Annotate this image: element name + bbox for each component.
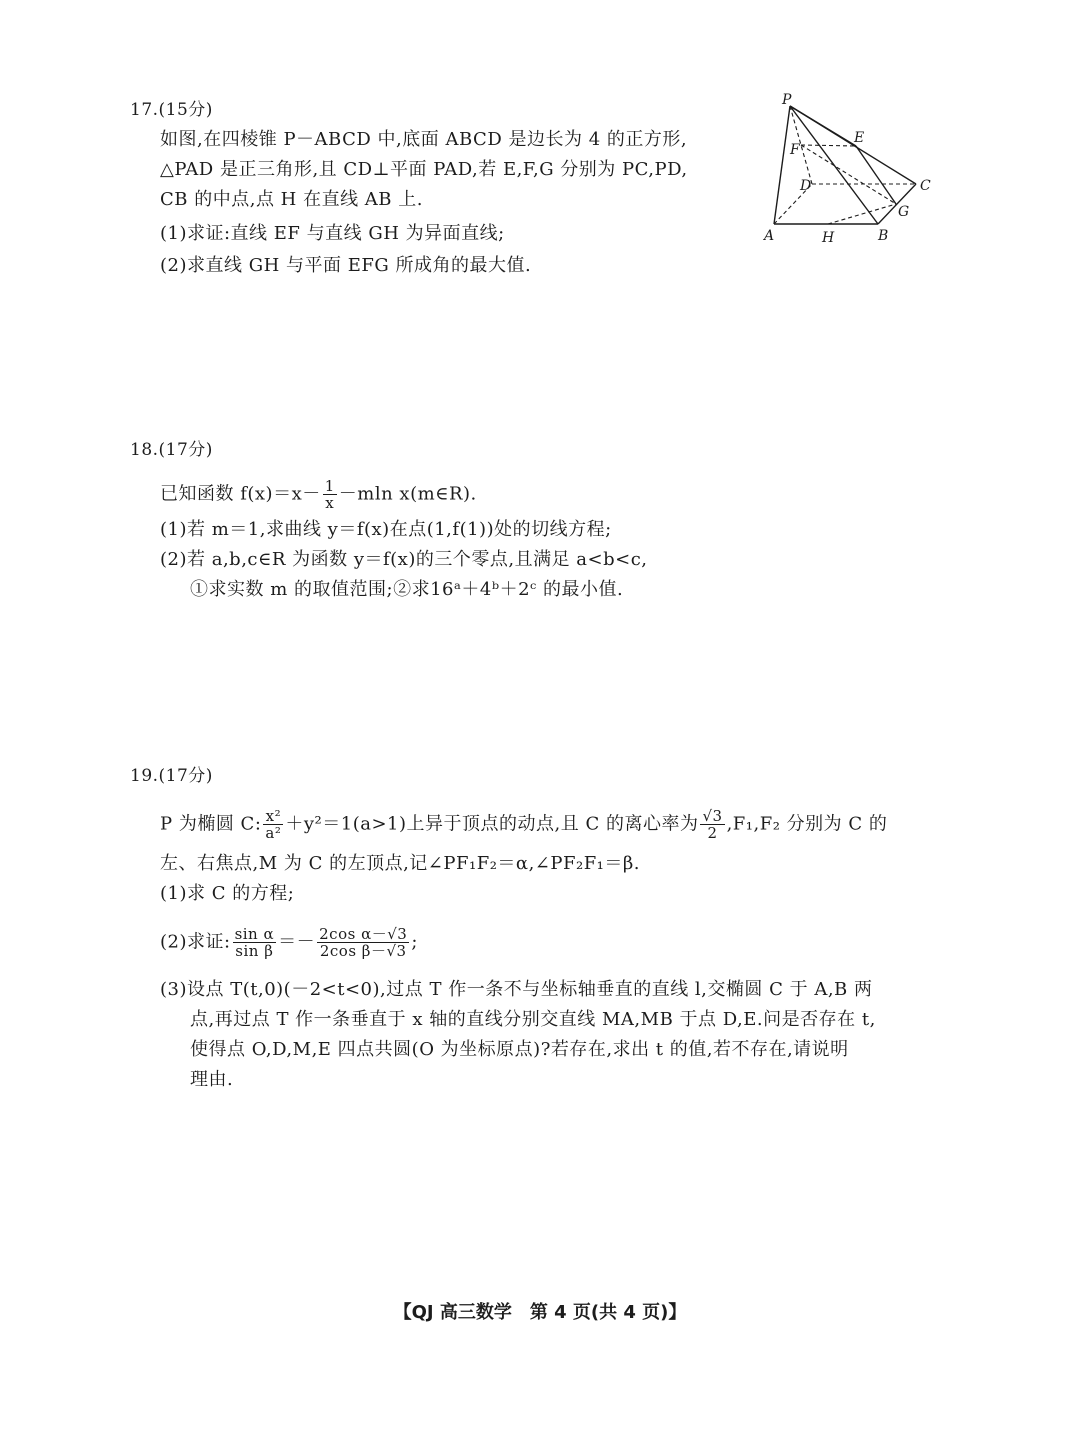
label-E: E — [854, 130, 865, 146]
q18-fraction — [323, 478, 337, 511]
pyramid-figure — [760, 92, 940, 252]
q18-intro-b: －mln x(m∈R). — [338, 483, 477, 505]
q17-part1: (1)求证:直线 EF 与直线 GH 为异面直线; — [160, 223, 505, 244]
q18-part2: (2)若 a,b,c∈R 为函数 y＝f(x)的三个零点,且满足 a<b<c, — [160, 549, 648, 570]
q19-line1-c: ,F₁,F₂ 分别为 C 的 — [726, 813, 888, 835]
label-A: A — [764, 228, 775, 244]
q19-sin-fraction — [233, 926, 277, 959]
q19-sin-den: sin β — [235, 942, 274, 960]
q19-part1: (1)求 C 的方程; — [160, 883, 295, 904]
q19-cos-fraction — [317, 926, 409, 959]
q19-part3-line4: 理由. — [190, 1069, 234, 1090]
q19-sin-num: sin α — [234, 925, 275, 943]
label-B: B — [878, 228, 889, 244]
q19-line1-a: P 为椭圆 C: — [160, 813, 262, 835]
q18-intro — [160, 478, 477, 511]
q19-part2-end: ; — [411, 931, 418, 953]
label-G: G — [898, 204, 910, 220]
q17-line1: 如图,在四棱锥 P－ABCD 中,底面 ABCD 是边长为 4 的正方形, — [160, 129, 688, 150]
q19-ecc-fraction — [700, 808, 724, 841]
q18-frac-den: x — [325, 494, 335, 512]
label-C: C — [920, 178, 931, 194]
q19-cos-den: 2cos β－√3 — [319, 942, 407, 960]
q17-line3: CB 的中点,点 H 在直线 AB 上. — [160, 189, 423, 210]
q19-ecc-num: √3 — [702, 807, 723, 825]
q19-line1 — [160, 808, 887, 841]
q19-part2-a: (2)求证: — [160, 931, 231, 953]
q18-frac-num: 1 — [324, 477, 335, 495]
q18-heading: 18.(17分) — [130, 440, 213, 460]
q19-line1-b: ＋y²＝1(a>1)上异于顶点的动点,且 C 的离心率为 — [285, 813, 699, 835]
q19-line2: 左、右焦点,M 为 C 的左顶点,记∠PF₁F₂＝α,∠PF₂F₁＝β. — [160, 853, 641, 874]
label-F: F — [790, 142, 800, 158]
q17-heading: 17.(15分) — [130, 100, 213, 120]
q18-part1: (1)若 m＝1,求曲线 y＝f(x)在点(1,f(1))处的切线方程; — [160, 519, 612, 540]
q19-ellipse-fraction — [263, 808, 283, 841]
q19-heading: 19.(17分) — [130, 766, 213, 786]
q18-part2-sub: ①求实数 m 的取值范围;②求16ᵃ＋4ᵇ＋2ᶜ 的最小值. — [190, 579, 624, 600]
label-H: H — [822, 230, 835, 246]
q19-part3-line1: (3)设点 T(t,0)(－2<t<0),过点 T 作一条不与坐标轴垂直的直线 l,交椭圆 C 于 A,B 两 — [160, 979, 873, 1000]
q17-part2: (2)求直线 GH 与平面 EFG 所成角的最大值. — [160, 255, 532, 276]
q19-part2-mid: ＝－ — [278, 931, 316, 953]
q19-part3-line2: 点,再过点 T 作一条垂直于 x 轴的直线分别交直线 MA,MB 于点 D,E.问是否存在 t, — [190, 1009, 876, 1030]
q19-ell-num: x² — [263, 808, 283, 825]
q19-part2 — [160, 926, 418, 959]
label-P: P — [782, 92, 792, 108]
q17-line2: △PAD 是正三角形,且 CD⊥平面 PAD,若 E,F,G 分别为 PC,PD, — [160, 159, 688, 180]
q18-intro-a: 已知函数 f(x)＝x－ — [160, 483, 321, 505]
label-D: D — [800, 178, 812, 194]
q19-part3-line3: 使得点 O,D,M,E 四点共圆(O 为坐标原点)?若存在,求出 t 的值,若不存在,请说明 — [190, 1039, 849, 1060]
q19-ecc-den: 2 — [707, 824, 718, 842]
q19-ell-den: a² — [265, 824, 282, 842]
q19-cos-num: 2cos α－√3 — [319, 925, 408, 943]
page-footer: 【QJ 高三数学 第 4 页(共 4 页)】 — [393, 1302, 687, 1323]
